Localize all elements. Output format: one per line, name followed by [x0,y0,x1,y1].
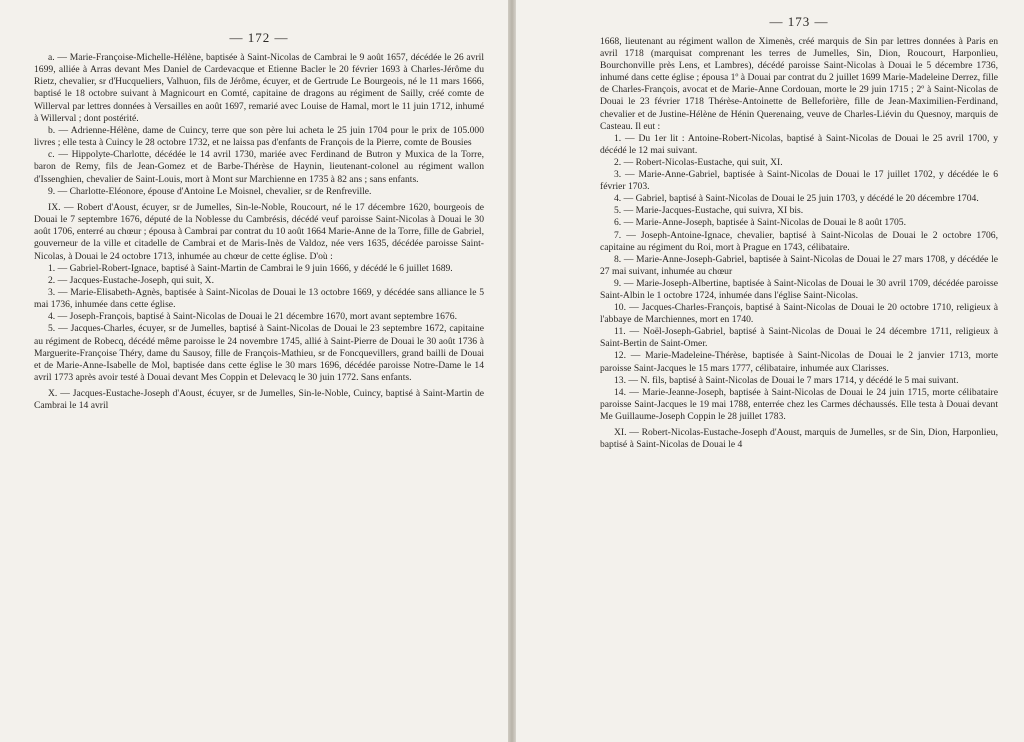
entry-a: a. — Marie-Françoise-Michelle-Hélène, baptisée à Saint-Nicolas de Cambrai le 9 août 1657, décédée le 26 avril 1699, alliée à Arras devant Mes Daniel de Cardevacque et Etienne Bacler le 20 février 1693 à Charles-Jérôme du Rietz, chevalier, sr d'Hucqueliers, Valhuon, fils de Jérôme, écuyer, et de Gertrude Le Bourgeois, né le 11 mars 1666, baptisé le 18 octobre suivant à Magnicourt en Comté, capitaine de dragons au régiment de Sailly, créé comte de Willerval par lettres données à Versailles en août 1697, remarié avec Louise de Hamal, mort le 11 juin 1712, inhumé à Willerval ; dont postérité. [34,52,484,124]
entry-c: c. — Hippolyte-Charlotte, décédée le 14 avril 1730, mariée avec Ferdinand de Butron y Muxica de la Torre, baron de Remy, fils de Jean-Gomez et de Barbe-Thérèse de Haynin, lieutenant-colonel au régiment wallon d'Issenghien, chevalier de Saint-Louis, mort à Mont sur Marchienne en 1735 à 82 ans ; sans enfants. [34,149,484,185]
child-2: 2. — Jacques-Eustache-Joseph, qui suit, X. [48,274,214,286]
left-page-text [34,52,484,413]
child-12: 12. — Marie-Madeleine-Thérèse, baptisée à Saint-Nicolas de Douai le 2 janvier 1713, morte paroisse Saint-Jacques le 15 mars 1777, célibataire, inhumée aux Clarisses. [600,350,998,374]
child-3: 3. — Marie-Anne-Gabriel, baptisée à Saint-Nicolas de Douai le 17 juillet 1702, y décédée le 6 février 1703. [600,169,998,193]
generation-xi-heading: XI. — Robert-Nicolas-Eustache-Joseph d'Aoust, marquis de Jumelles, sr de Sin, Dion, Harponlieu, baptisé à Saint-Nicolas de Douai le 4 [600,427,998,451]
right-page [516,0,1024,742]
child-10: 10. — Jacques-Charles-François, baptisé à Saint-Nicolas de Douai le 20 octobre 1710, religieux à l'abbaye de Marchiennes, mort en 1740. [600,302,998,326]
child-6: 6. — Marie-Anne-Joseph, baptisée à Saint-Nicolas de Douai le 8 août 1705. [614,217,907,229]
child-9: 9. — Marie-Joseph-Albertine, baptisée à Saint-Nicolas de Douai le 30 avril 1709, décédée paroisse Saint-Albin le 1 octobre 1724, inhumée dans l'église Saint-Nicolas. [600,277,998,301]
child-2: 2. — Robert-Nicolas-Eustache, qui suit, XI. [614,156,783,168]
child-4: 4. — Joseph-François, baptisé à Saint-Nicolas de Douai le 21 décembre 1670, mort avant septembre 1676. [48,311,457,323]
child-5: 5. — Jacques-Charles, écuyer, sr de Jumelles, baptisé à Saint-Nicolas de Douai le 23 septembre 1672, capitaine au régiment de Robecq, décédé même paroisse le 24 novembre 1745, allié à Saint-Pierre de Douai le 30 août 1736 à Marguerite-Françoise Théry, dame du Sausoy, fille de François-Mathieu, sr de Foncquevillers, grand bailli de Douai et de Marie-Anne-Isabelle de Mol, baptisée dans cette église le 30 mars 1696, décédée paroisse Notre-Dame le 14 avril 1773 après avoir testé à Douai devant Mes Coppin et Delevacq le 30 juin 1772. Sans enfants. [34,323,484,384]
child-1: 1. — Du 1er lit : Antoine-Robert-Nicolas, baptisé à Saint-Nicolas de Douai le 25 avril 1700, y décédé le 12 mai suivant. [600,132,998,156]
child-3: 3. — Marie-Elisabeth-Agnès, baptisée à Saint-Nicolas de Douai le 13 octobre 1669, y décédée sans alliance le 5 mai 1736, inhumée dans cette église. [34,286,484,311]
child-11: 11. — Noël-Joseph-Gabriel, baptisé à Saint-Nicolas de Douai le 24 décembre 1711, religieux à Saint-Bertin de Saint-Omer. [600,326,998,350]
entry-b: b. — Adrienne-Hélène, dame de Cuincy, terre que son père lui acheta le 25 juin 1704 pour le prix de 105.000 livres ; elle testa à Cuincy le 28 octobre 1732, et ne laissa pas d'enfants de François de la Pierre, comte de Bousies [34,124,484,149]
generation-x-continuation: 1668, lieutenant au régiment wallon de Ximenès, créé marquis de Sin par lettres données à Paris en avril 1718 (marquisat comprenant les terres de Jumelles, Sin, Dion, Roucourt, Harponlieu, Bourchonville près Lens, et Lambres), décédé paroisse Saint-Nicolas à Douai le 5 décembre 1736, inhumé dans cette église ; épousa 1º à Douai par contrat du 2 juillet 1699 Marie-Madeleine Derrez, fille de Charles-François, avocat et de Marie-Anne Cordouan, morte le 29 juin 1715 ; 2º à Saint-Nicolas de Douai le 23 février 1718 Thérèse-Antoinette de Belleforière, fille de Jean-Maximilien-Ferdinand, chevalier et de Justine-Hélène de Hénin Querenaing, veuve de Charles-Liévin du Quesnoy, marquis de Casteau. Il eut : [600,36,998,132]
left-page-number: — 172 — [229,30,289,45]
child-13: 13. — N. fils, baptisé à Saint-Nicolas de Douai le 7 mars 1714, y décédé le 5 mai suivant. [614,374,959,386]
book-gutter [508,0,516,742]
generation-ix-heading: IX. — Robert d'Aoust, écuyer, sr de Jumelles, Sin-le-Noble, Roucourt, né le 17 décembre 1620, bourgeois de Douai le 7 septembre 1676, député de la Noblesse du Cambrésis, décédé veuf paroisse Saint-Nicolas à Douai le 30 août 1706, enterré au chœur ; épousa à Cambrai par contrat du 10 août 1664 Marie-Anne de la Torre, fille de Gabriel, gouverneur de la ville et citadelle de Cambrai et de Maris-Inès de Valdoz, née vers 1635, décédée paroisse Saint-Nicolas, à Douai le 24 octobre 1713, inhumée au chœur de cette église. D'où : [34,201,484,262]
entry-9: 9. — Charlotte-Eléonore, épouse d'Antoine Le Moisnel, chevalier, sr de Renfreville. [48,185,372,197]
child-4: 4. — Gabriel, baptisé à Saint-Nicolas de Douai le 25 juin 1703, y décédé le 20 décembre 1704. [614,193,979,205]
child-8: 8. — Marie-Anne-Joseph-Gabriel, baptisée à Saint-Nicolas de Douai le 27 mars 1708, y décédée le 27 mai suivant, inhumée au chœur [600,253,998,277]
generation-x-heading: X. — Jacques-Eustache-Joseph d'Aoust, écuyer, sr de Jumelles, Sin-le-Noble, Cuincy, baptisé à Saint-Martin de Cambrai le 14 avril [34,388,484,412]
child-1: 1. — Gabriel-Robert-Ignace, baptisé à Saint-Martin de Cambrai le 9 juin 1666, y décédé le 6 juillet 1689. [48,262,453,274]
child-5: 5. — Marie-Jacques-Eustache, qui suivra, XI bis. [614,205,804,217]
child-7: 7. — Joseph-Antoine-Ignace, chevalier, baptisé à Saint-Nicolas de Douai le 2 octobre 1706, capitaine au régiment du Roi, mort à Prague en 1743, célibataire. [600,229,998,253]
right-page-text [600,36,998,451]
child-14: 14. — Marie-Jeanne-Joseph, baptisée à Saint-Nicolas de Douai le 24 juin 1715, morte célibataire paroisse Saint-Jacques le 19 mai 1788, enterrée chez les Carmes déchaussés. Elle testa à Douai devant Me Guillaume-Joseph Coppin le 28 juillet 1783. [600,386,998,422]
right-page-number: — 173 — [769,14,829,29]
left-page [0,0,508,742]
